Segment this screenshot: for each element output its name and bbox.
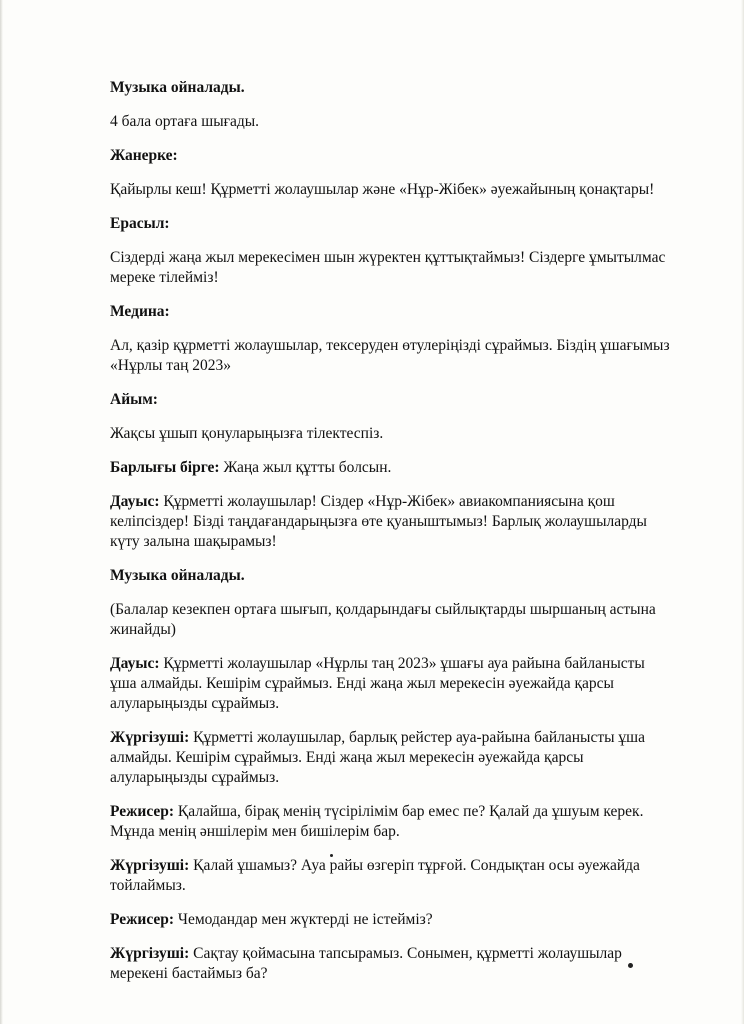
paragraph-text: Сақтау қоймасына тапсырамыз. Сонымен, құрметті жолаушылар мерекені бастаймыз ба? — [110, 945, 622, 982]
scan-speck — [330, 854, 333, 857]
speaker-name: Дауыс: — [110, 493, 160, 510]
stage-direction-music-2 — [110, 566, 670, 586]
line-medina — [110, 336, 670, 376]
stage-direction-gifts — [110, 600, 670, 640]
paragraph-text: Жақсы ұшып қонуларыңызға тілектеспіз. — [110, 425, 384, 442]
stage-direction-children — [110, 112, 670, 132]
paragraph-text: Қалай ұшамыз? Ауа райы өзгеріп тұрғой. Сондықтан осы әуежайда тойлаймыз. — [110, 857, 640, 894]
speaker-heading-erasyl — [110, 214, 670, 234]
scan-edge-left — [0, 0, 3, 1024]
line-voice-1 — [110, 492, 670, 552]
speaker-name: Медина: — [110, 303, 170, 320]
speaker-name: Айым: — [110, 391, 158, 408]
speaker-name: Жүргізуші: — [110, 729, 190, 746]
paragraph-text: Ал, қазір құрметті жолаушылар, тексеруден өтулеріңізді сұраймыз. Біздің ұшағымыз «Нұрлы таң 2023» — [110, 337, 670, 374]
paragraph-text: 4 бала ортаға шығады. — [110, 113, 260, 130]
script-text — [110, 78, 670, 998]
paragraph-text: Сіздерді жаңа жыл мерекесімен шын жүректен құттықтаймыз! Сіздерге ұмытылмас мереке тілейміз! — [110, 249, 666, 286]
speaker-name: Ерасыл: — [110, 215, 170, 232]
line-host-3 — [110, 944, 670, 984]
speaker-name: Барлығы бірге: — [110, 459, 220, 476]
speaker-name: Режисер: — [110, 911, 175, 928]
line-zhanerke — [110, 180, 670, 200]
line-host-2 — [110, 856, 670, 896]
paragraph-text: Жаңа жыл құтты болсын. — [223, 459, 392, 476]
line-host-1 — [110, 728, 670, 788]
paragraph-text: Құрметті жолаушылар «Нұрлы таң 2023» ұшағы ауа райына байланысты ұша алмайды. Кешірім сұраймыз. Енді жаңа жыл мерекесін әуежайда қарсы алуларыңызды сұраймыз. — [110, 655, 645, 712]
speaker-heading-aiym — [110, 390, 670, 410]
line-all-together — [110, 458, 670, 478]
speaker-name: Режисер: — [110, 803, 175, 820]
paragraph-text: (Балалар кезекпен ортаға шығып, қолдарындағы сыйлықтарды шыршаның астына жинайды) — [110, 601, 656, 638]
speaker-name: Жүргізуші: — [110, 945, 190, 962]
stage-direction-music — [110, 78, 670, 98]
paragraph-text: Чемодандар мен жүктерді не істейміз? — [177, 911, 433, 928]
line-voice-2 — [110, 654, 670, 714]
speaker-name: Дауыс: — [110, 655, 160, 672]
paragraph-text: Музыка ойналады. — [110, 79, 245, 96]
scan-speck — [628, 963, 633, 968]
line-erasyl — [110, 248, 670, 288]
paragraph-text: Қалайша, бірақ менің түсірілімім бар емес пе? Қалай да ұшуым керек. Мұнда менің әншілерім мен бишілерім бар. — [110, 803, 644, 840]
paragraph-text: Музыка ойналады. — [110, 567, 245, 584]
paragraph-text: Құрметті жолаушылар, барлық рейстер ауа-райына байланысты ұша алмайды. Кешірім сұраймыз. Енді жаңа жыл мерекесін әуежайда қарсы алуларыңызды сұраймыз. — [110, 729, 645, 786]
paragraph-text: Қайырлы кеш! Құрметті жолаушылар және «Нұр-Жібек» әуежайының қонақтары! — [110, 181, 655, 198]
paragraph-text: Құрметті жолаушылар! Сіздер «Нұр-Жібек» авиакомпаниясына қош келіпсіздер! Бізді таңдағандарыңызға өте қуаныштымыз! Барлық жолаушыларды күту залына шақырамыз! — [110, 493, 647, 550]
line-director-2 — [110, 910, 670, 930]
speaker-heading-medina — [110, 302, 670, 322]
line-director-1 — [110, 802, 670, 842]
speaker-name: Жүргізуші: — [110, 857, 190, 874]
line-aiym — [110, 424, 670, 444]
speaker-heading-zhanerke — [110, 146, 670, 166]
speaker-name: Жанерке: — [110, 147, 178, 164]
